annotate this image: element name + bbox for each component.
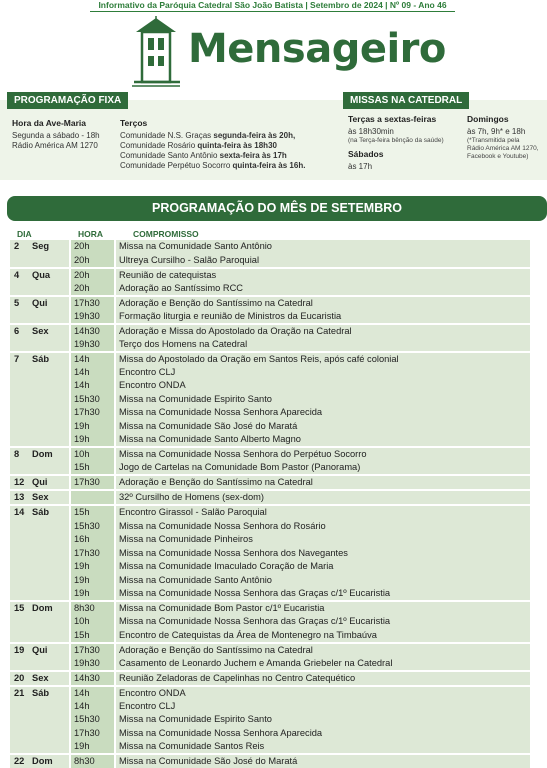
day-number: 15 xyxy=(14,603,25,614)
commitment-cell: Missa na Comunidade Nossa Senhora das Graças c/1º Eucaristia xyxy=(115,587,530,601)
hour-cell: 14h xyxy=(70,352,115,366)
table-row xyxy=(10,587,530,601)
commitment-cell: Adoração e Benção do Santíssimo na Catedral xyxy=(115,296,530,310)
table-row xyxy=(10,338,530,352)
table-row xyxy=(10,727,530,741)
table-row xyxy=(10,505,530,519)
commitment-cell: Missa na Comunidade Nossa Senhora do Perpétuo Socorro xyxy=(115,447,530,461)
day-cell xyxy=(10,573,70,587)
ave-maria-line: Rádio América AM 1270 xyxy=(12,141,98,150)
tercas-block xyxy=(348,114,444,172)
day-number: 21 xyxy=(14,687,25,698)
table-row xyxy=(10,379,530,393)
table-row xyxy=(10,671,530,686)
table-row xyxy=(10,754,530,768)
commitment-cell: Missa do Apostolado da Oração em Santos Reis, após café colonial xyxy=(115,352,530,366)
hour-cell: 15h30 xyxy=(70,519,115,533)
hour-cell: 17h30 xyxy=(70,406,115,420)
day-cell xyxy=(10,447,70,461)
programacao-mes-banner: PROGRAMAÇÃO DO MÊS DE SETEMBRO xyxy=(7,196,547,221)
commitment-cell: Encontro Girassol - Salão Paroquial xyxy=(115,505,530,519)
hour-cell: 19h30 xyxy=(70,310,115,324)
hour-cell: 10h xyxy=(70,615,115,629)
commitment-cell: Adoração e Benção do Santíssimo na Catedral xyxy=(115,643,530,657)
weekday: Qui xyxy=(32,297,48,308)
weekday: Qui xyxy=(32,644,48,655)
day-number: 19 xyxy=(14,644,25,655)
day-number: 7 xyxy=(14,353,20,364)
hour-cell: 19h xyxy=(70,560,115,574)
weekday: Dom xyxy=(32,756,53,767)
weekday: Qui xyxy=(32,477,48,488)
day-cell xyxy=(10,393,70,407)
table-row xyxy=(10,686,530,700)
commitment-cell: Adoração e Benção do Santíssimo na Catedral xyxy=(115,475,530,490)
day-cell xyxy=(10,519,70,533)
newsletter-info-line: Informativo da Paróquia Catedral São João Batista | Setembro de 2024 | Nº 09 - Ano 46 xyxy=(90,0,455,12)
domingos-title: Domingos xyxy=(467,114,509,124)
table-row xyxy=(10,461,530,475)
hour-cell: 17h30 xyxy=(70,296,115,310)
commitment-cell: Missa na Comunidade Bom Pastor c/1º Eucaristia xyxy=(115,601,530,615)
table-row xyxy=(10,629,530,643)
day-cell xyxy=(10,420,70,434)
day-cell xyxy=(10,615,70,629)
table-row xyxy=(10,433,530,447)
day-number: 2 xyxy=(14,241,20,252)
hour-cell: 19h30 xyxy=(70,338,115,352)
table-row xyxy=(10,406,530,420)
day-cell xyxy=(10,629,70,643)
table-row xyxy=(10,643,530,657)
column-header-dia: DIA xyxy=(17,229,32,239)
commitment-cell: Reunião Zeladoras de Capelinhas no Centro Catequético xyxy=(115,671,530,686)
day-cell xyxy=(10,657,70,671)
day-cell xyxy=(10,282,70,296)
cathedral-tower-logo xyxy=(130,16,182,88)
day-cell xyxy=(10,671,70,686)
table-row xyxy=(10,447,530,461)
hour-cell: 15h30 xyxy=(70,713,115,727)
hour-cell: 15h30 xyxy=(70,393,115,407)
column-header-hora: HORA xyxy=(78,229,104,239)
day-cell xyxy=(10,352,70,366)
table-row xyxy=(10,713,530,727)
commitment-cell: Casamento de Leonardo Juchem e Amanda Griebeler na Catedral xyxy=(115,657,530,671)
day-number: 22 xyxy=(14,756,25,767)
day-number: 14 xyxy=(14,507,25,518)
day-cell xyxy=(10,268,70,282)
terco-line: Comunidade Perpétuo Socorro quinta-feira às 16h. xyxy=(120,161,306,170)
hour-cell: 15h xyxy=(70,505,115,519)
ave-maria-title: Hora da Ave-Maria xyxy=(12,118,87,128)
hour-cell: 10h xyxy=(70,447,115,461)
table-row xyxy=(10,393,530,407)
weekday: Seg xyxy=(32,241,50,252)
commitment-cell: Missa na Comunidade Espirito Santo xyxy=(115,713,530,727)
table-row xyxy=(10,324,530,338)
hour-cell: 19h30 xyxy=(70,657,115,671)
day-cell xyxy=(10,296,70,310)
tercos-block xyxy=(120,118,305,171)
table-row xyxy=(10,366,530,380)
commitment-cell: Ultreya Cursilho - Salão Paroquial xyxy=(115,254,530,268)
table-row xyxy=(10,573,530,587)
tercas-title: Terças a sextas-feiras xyxy=(348,114,437,124)
commitment-cell: Missa na Comunidade Nossa Senhora dos Navegantes xyxy=(115,546,530,560)
domingos-time: às 7h, 9h* e 18h xyxy=(467,127,526,136)
commitment-cell: Missa na Comunidade Nossa Senhora Aparecida xyxy=(115,727,530,741)
commitment-cell: Formação liturgia e reunião de Ministros da Eucaristia xyxy=(115,310,530,324)
day-cell xyxy=(10,433,70,447)
domingos-note: (*Transmitida pela xyxy=(467,137,520,144)
day-cell xyxy=(10,587,70,601)
hour-cell: 19h xyxy=(70,433,115,447)
day-cell xyxy=(10,324,70,338)
table-row xyxy=(10,352,530,366)
commitment-cell: Missa na Comunidade São José do Maratá xyxy=(115,420,530,434)
table-row xyxy=(10,533,530,547)
day-number: 5 xyxy=(14,297,20,308)
hour-cell xyxy=(70,490,115,505)
hour-cell: 20h xyxy=(70,282,115,296)
schedule-header xyxy=(0,227,547,240)
day-number: 13 xyxy=(14,492,25,503)
commitment-cell: Terço dos Homens na Catedral xyxy=(115,338,530,352)
table-row xyxy=(10,519,530,533)
hour-cell: 17h30 xyxy=(70,475,115,490)
masthead xyxy=(130,16,446,88)
sabados-title: Sábados xyxy=(348,149,384,159)
hour-cell: 19h xyxy=(70,740,115,754)
commitment-cell: Adoração ao Santíssimo RCC xyxy=(115,282,530,296)
hour-cell: 17h30 xyxy=(70,727,115,741)
hour-cell: 17h30 xyxy=(70,546,115,560)
sabados-time: às 17h xyxy=(348,162,373,171)
table-row xyxy=(10,546,530,560)
day-cell xyxy=(10,601,70,615)
day-cell xyxy=(10,643,70,657)
commitment-cell: Missa na Comunidade Santos Reis xyxy=(115,740,530,754)
day-number: 12 xyxy=(14,477,25,488)
table-row xyxy=(10,240,530,254)
day-cell xyxy=(10,686,70,700)
hour-cell: 20h xyxy=(70,254,115,268)
ave-maria-block xyxy=(12,118,100,151)
day-cell xyxy=(10,475,70,490)
table-row xyxy=(10,490,530,505)
day-cell xyxy=(10,406,70,420)
commitment-cell: Missa na Comunidade Espirito Santo xyxy=(115,393,530,407)
commitment-cell: Missa na Comunidade Santo Antônio xyxy=(115,573,530,587)
terco-line: Comunidade Rosário quinta-feira às 18h30 xyxy=(120,141,277,150)
commitment-cell: Missa na Comunidade Nossa Senhora Aparecida xyxy=(115,406,530,420)
weekday: Sex xyxy=(32,492,49,503)
hour-cell: 20h xyxy=(70,268,115,282)
commitment-cell: Missa na Comunidade São José do Maratá xyxy=(115,754,530,768)
hour-cell: 14h30 xyxy=(70,324,115,338)
commitment-cell: 32º Cursilho de Homens (sex-dom) xyxy=(115,490,530,505)
tercos-title: Terços xyxy=(120,118,148,128)
weekday: Dom xyxy=(32,449,53,460)
commitment-cell: Jogo de Cartelas na Comunidade Bom Pastor (Panorama) xyxy=(115,461,530,475)
commitment-cell: Missa na Comunidade Nossa Senhora do Rosário xyxy=(115,519,530,533)
table-row xyxy=(10,657,530,671)
table-row xyxy=(10,254,530,268)
weekday: Sáb xyxy=(32,353,50,364)
commitment-cell: Adoração e Missa do Apostolado da Oração na Catedral xyxy=(115,324,530,338)
commitment-cell: Encontro CLJ xyxy=(115,366,530,380)
day-cell xyxy=(10,254,70,268)
hour-cell: 14h xyxy=(70,700,115,714)
commitment-cell: Encontro CLJ xyxy=(115,700,530,714)
hour-cell: 14h xyxy=(70,379,115,393)
weekday: Sex xyxy=(32,672,49,683)
schedule-table xyxy=(10,240,530,768)
table-row xyxy=(10,615,530,629)
day-cell xyxy=(10,461,70,475)
hour-cell: 8h30 xyxy=(70,601,115,615)
hour-cell: 8h30 xyxy=(70,754,115,768)
table-row xyxy=(10,268,530,282)
day-cell xyxy=(10,505,70,519)
commitment-cell: Encontro ONDA xyxy=(115,379,530,393)
commitment-cell: Missa na Comunidade Pinheiros xyxy=(115,533,530,547)
day-cell xyxy=(10,240,70,254)
commitment-cell: Missa na Comunidade Santo Alberto Magno xyxy=(115,433,530,447)
day-cell xyxy=(10,740,70,754)
domingos-block xyxy=(467,114,539,161)
hour-cell: 19h xyxy=(70,573,115,587)
weekday: Sáb xyxy=(32,687,50,698)
domingos-note: Rádio América AM 1270, xyxy=(467,145,539,152)
hour-cell: 20h xyxy=(70,240,115,254)
hour-cell: 19h xyxy=(70,587,115,601)
hour-cell: 17h30 xyxy=(70,643,115,657)
newsletter-title: Mensageiro xyxy=(188,26,446,72)
table-row xyxy=(10,560,530,574)
table-row xyxy=(10,475,530,490)
hour-cell: 15h xyxy=(70,461,115,475)
day-number: 20 xyxy=(14,672,25,683)
day-cell xyxy=(10,366,70,380)
hour-cell: 16h xyxy=(70,533,115,547)
table-row xyxy=(10,296,530,310)
hour-cell: 14h xyxy=(70,366,115,380)
tercas-time: às 18h30min xyxy=(348,127,394,136)
hour-cell: 15h xyxy=(70,629,115,643)
hour-cell: 14h xyxy=(70,686,115,700)
commitment-cell: Missa na Comunidade Imaculado Coração de Maria xyxy=(115,560,530,574)
day-cell xyxy=(10,754,70,768)
commitment-cell: Missa na Comunidade Santo Antônio xyxy=(115,240,530,254)
terco-line: Comunidade Santo Antônio sexta-feira às 17h xyxy=(120,151,287,160)
day-cell xyxy=(10,338,70,352)
weekday: Dom xyxy=(32,603,53,614)
hour-cell: 14h30 xyxy=(70,671,115,686)
day-cell xyxy=(10,533,70,547)
ave-maria-line: Segunda a sábado - 18h xyxy=(12,131,100,140)
commitment-cell: Encontro ONDA xyxy=(115,686,530,700)
table-row xyxy=(10,601,530,615)
commitment-cell: Encontro de Catequistas da Área de Montenegro na Timbaúva xyxy=(115,629,530,643)
hour-cell: 19h xyxy=(70,420,115,434)
terco-line: Comunidade N.S. Graças segunda-feira às 20h, xyxy=(120,131,296,140)
commitment-cell: Missa na Comunidade Nossa Senhora das Graças c/1º Eucaristia xyxy=(115,615,530,629)
day-number: 4 xyxy=(14,269,20,280)
commitment-cell: Reunião de catequistas xyxy=(115,268,530,282)
missas-tag: MISSAS NA CATEDRAL xyxy=(343,92,469,109)
column-header-compromisso: COMPROMISSO xyxy=(133,229,199,239)
day-cell xyxy=(10,546,70,560)
table-row xyxy=(10,282,530,296)
domingos-note: Facebook e Youtube) xyxy=(467,153,529,160)
table-row xyxy=(10,310,530,324)
day-cell xyxy=(10,379,70,393)
day-cell xyxy=(10,700,70,714)
weekday: Sex xyxy=(32,325,49,336)
table-row xyxy=(10,700,530,714)
day-number: 6 xyxy=(14,325,20,336)
table-row xyxy=(10,740,530,754)
day-cell xyxy=(10,490,70,505)
day-number: 8 xyxy=(14,449,20,460)
weekday: Sáb xyxy=(32,507,50,518)
table-row xyxy=(10,420,530,434)
day-cell xyxy=(10,727,70,741)
weekday: Qua xyxy=(32,269,51,280)
day-cell xyxy=(10,310,70,324)
programacao-fixa-tag: PROGRAMAÇÃO FIXA xyxy=(7,92,128,109)
day-cell xyxy=(10,560,70,574)
day-cell xyxy=(10,713,70,727)
tercas-note: (na Terça-feira bênção da saúde) xyxy=(348,137,444,144)
